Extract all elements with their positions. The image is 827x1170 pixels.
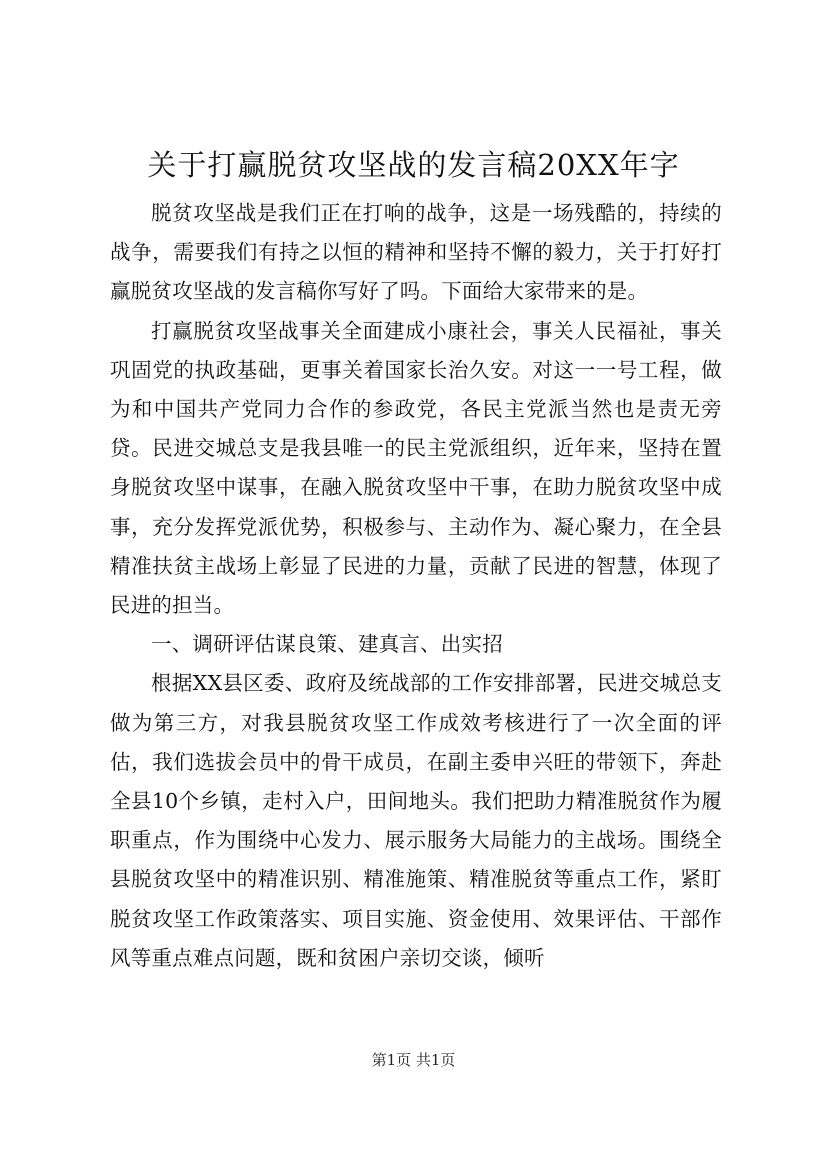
document-body [110,194,722,978]
section-heading-research: 一、调研评估谋良策、建真言、出实招 [151,632,503,657]
paragraph-research: 根据XX县区委、政府及统战部的工作安排部署，民进交城总支做为第三方，对我县脱贫攻坚工作成效考核进行了一次全面的评估，我们选拔会员中的骨干成员，在副主委申兴旺的带领下，奔赴全县10个乡镇，走村入户，田间地头。我们把助力精准脱贫作为履职重点，作为围绕中心发力、展示服务大局能力的主战场。围绕全县脱贫攻坚中的精准识别、精准施策、精准脱贫等重点工作，紧盯脱贫攻坚工作政策落实、项目实施、资金使用、效果评估、干部作风等重点难点问题，既和贫困户亲切交谈，倾听 [110,671,722,970]
document-title: 关于打赢脱贫攻坚战的发言稿20XX年字 [147,148,680,182]
paragraph-background: 打赢脱贫攻坚战事关全面建成小康社会，事关人民福祉，事关巩固党的执政基础，更事关着国家长治久安。对这一一号工程，做为和中国共产党同力合作的参政党，各民主党派当然也是责无旁贷。民进交城总支是我县唯一的民主党派组织，近年来，坚持在置身脱贫攻坚中谋事，在融入脱贫攻坚中干事，在助力脱贫攻坚中成事，充分发挥党派优势，积极参与、主动作为、凝心聚力，在全县精准扶贫主战场上彰显了民进的力量，贡献了民进的智慧，体现了民进的担当。 [110,318,722,618]
page-footer: 第1页 共1页 [371,1051,456,1069]
paragraph-intro: 脱贫攻坚战是我们正在打响的战争，这是一场残酷的，持续的战争，需要我们有持之以恒的精神和坚持不懈的毅力，关于打好打赢脱贫攻坚战的发言稿你写好了吗。下面给大家带来的是。 [110,201,722,304]
